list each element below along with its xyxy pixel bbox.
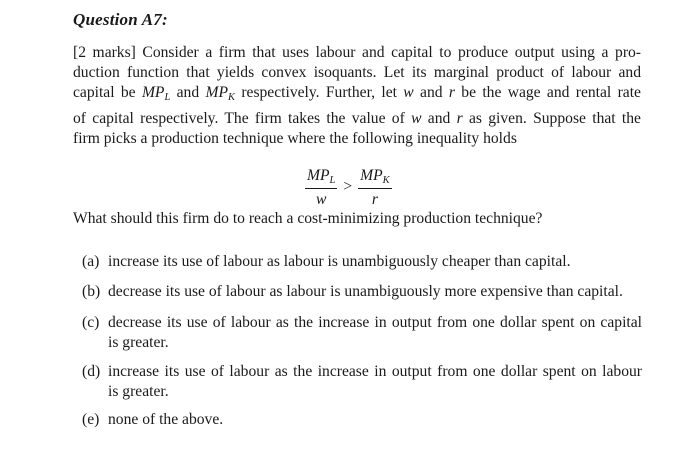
paragraph-line-1: [2 marks] Consider a firm that uses labour and capital to produce output using a pro-	[73, 44, 641, 61]
question-paragraph	[73, 43, 641, 149]
option-label: (d)	[82, 363, 101, 380]
option-label: (a)	[82, 253, 100, 270]
wage-denominator: w	[315, 191, 327, 208]
option-label: (b)	[82, 283, 101, 300]
option-label: (c)	[82, 314, 100, 331]
fraction-labour	[305, 167, 337, 209]
question-title: Question A7:	[73, 10, 168, 29]
rental-denominator: r	[371, 191, 378, 208]
mp-k-numerator: MP	[360, 167, 383, 184]
option-text: decrease its use of labour as the increase in output from one dollar spent on capital	[108, 314, 642, 331]
paragraph-line-3: capital be $MP_L$ and $MP_K$ respectively. Further, let w and r be the wage and rental rate	[73, 84, 641, 104]
mp-l-numerator: MP	[307, 167, 330, 184]
paragraph-line-5: firm picks a production technique where the following inequality holds	[73, 129, 517, 147]
option-text: none of the above.	[108, 411, 224, 428]
option-text-continued: is greater.	[108, 334, 169, 351]
option-text: increase its use of labour as labour is unambiguously cheaper than capital.	[108, 253, 571, 270]
option-text-continued: is greater.	[108, 383, 169, 400]
mp-l-subscript: L	[329, 175, 336, 186]
option-text: decrease its use of labour as labour is unambiguously more expensive than capital.	[108, 283, 623, 300]
question-prompt: What should this firm do to reach a cost-minimizing production technique?	[73, 210, 543, 227]
option-label: (e)	[82, 411, 100, 428]
mp-k-subscript: K	[382, 175, 390, 186]
inequality-formula	[305, 167, 392, 209]
paragraph-line-2: duction function that yields convex isoquants. Let its marginal product of labour and	[73, 64, 641, 82]
option-text: increase its use of labour as the increase in output from one dollar spent on labour	[108, 363, 642, 380]
paragraph-line-4: of capital respectively. The firm takes the value of w and r as given. Suppose that the	[73, 109, 641, 127]
greater-than-operator: >	[343, 178, 353, 195]
fraction-capital	[358, 167, 392, 209]
